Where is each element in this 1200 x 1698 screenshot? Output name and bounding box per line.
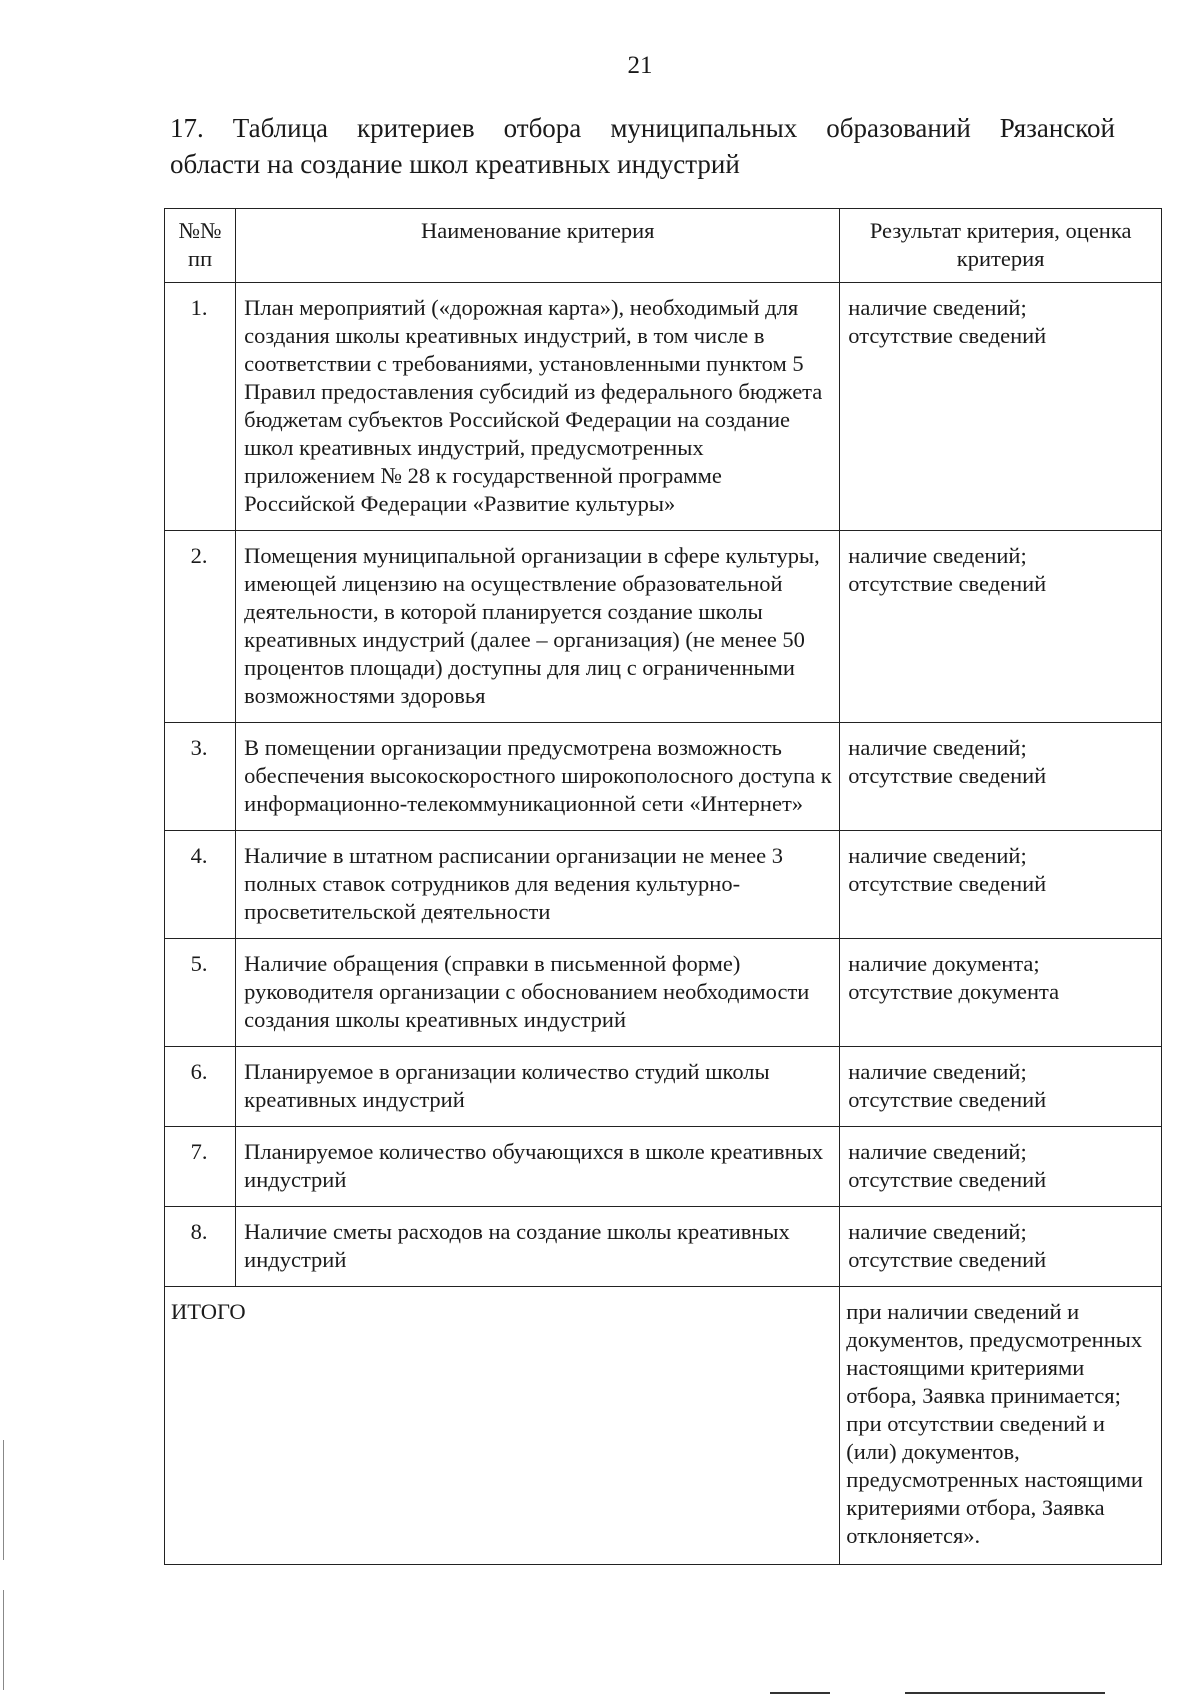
- scan-edge-mark: [3, 1590, 4, 1690]
- table-row: [165, 1207, 1162, 1287]
- result-positive: наличие сведений;: [848, 295, 1027, 320]
- table-header-row: [165, 209, 1162, 283]
- criterion-name: Наличие обращения (справки в письменной форме) руководителя организации с обоснованием необходимости создания школы креативных индустрий: [236, 939, 840, 1047]
- footer-line: [905, 1692, 1105, 1694]
- criteria-table: [164, 208, 1162, 1565]
- result-negative: отсутствие сведений: [848, 323, 1047, 348]
- section-heading-line-1: 17. Таблица критериев отбора муниципальных образований Рязанской: [170, 113, 1115, 143]
- result-positive: наличие документа;: [848, 951, 1040, 976]
- result-positive: наличие сведений;: [848, 1139, 1027, 1164]
- row-number: 2.: [165, 531, 236, 723]
- row-number: 3.: [165, 723, 236, 831]
- criterion-result: [840, 1127, 1162, 1207]
- criterion-name: Наличие в штатном расписании организации не менее 3 полных ставок сотрудников для ведения культурно-просветительской деятельности: [236, 831, 840, 939]
- row-number: 4.: [165, 831, 236, 939]
- total-row: [165, 1287, 1162, 1565]
- criterion-name: В помещении организации предусмотрена возможность обеспечения высокоскоростного широкополосного доступа к информационно-телекоммуникационной сети «Интернет»: [236, 723, 840, 831]
- criterion-result: [840, 283, 1162, 531]
- header-criterion-name: Наименование критерия: [236, 209, 840, 283]
- result-negative: отсутствие сведений: [848, 1087, 1047, 1112]
- table-row: [165, 1127, 1162, 1207]
- result-negative: отсутствие сведений: [848, 1167, 1047, 1192]
- criterion-result: [840, 1047, 1162, 1127]
- criterion-name: Планируемое в организации количество студий школы креативных индустрий: [236, 1047, 840, 1127]
- result-positive: наличие сведений;: [848, 843, 1027, 868]
- footer-line: [770, 1692, 830, 1694]
- criterion-result: [840, 939, 1162, 1047]
- criterion-name: Наличие сметы расходов на создание школы креативных индустрий: [236, 1207, 840, 1287]
- header-number: №№ пп: [165, 209, 236, 283]
- result-negative: отсутствие документа: [848, 979, 1060, 1004]
- result-negative: отсутствие сведений: [848, 763, 1047, 788]
- result-positive: наличие сведений;: [848, 543, 1027, 568]
- criterion-result: [840, 831, 1162, 939]
- page-number: 21: [627, 52, 653, 79]
- result-positive: наличие сведений;: [848, 735, 1027, 760]
- row-number: 5.: [165, 939, 236, 1047]
- result-negative: отсутствие сведений: [848, 571, 1047, 596]
- row-number: 6.: [165, 1047, 236, 1127]
- scan-edge-mark: [3, 1440, 4, 1560]
- result-negative: отсутствие сведений: [848, 871, 1047, 896]
- total-result: при наличии сведений и документов, предусмотренных настоящими критериями отбора, Заявка принимается; при отсутствии сведений и (или) документов, предусмотренных настоящими критериями отбора, Заявка отклоняется».: [840, 1287, 1162, 1565]
- criterion-name: Планируемое количество обучающихся в школе креативных индустрий: [236, 1127, 840, 1207]
- table-row: [165, 283, 1162, 531]
- table-row: [165, 939, 1162, 1047]
- criterion-result: [840, 531, 1162, 723]
- row-number: 7.: [165, 1127, 236, 1207]
- header-criterion-result: Результат критерия, оценка критерия: [840, 209, 1162, 283]
- table-row: [165, 531, 1162, 723]
- row-number: 1.: [165, 283, 236, 531]
- section-heading-line-2: области на создание школ креативных индустрий: [170, 149, 740, 179]
- total-label: ИТОГО: [165, 1287, 840, 1565]
- table-row: [165, 723, 1162, 831]
- table-row: [165, 1047, 1162, 1127]
- criterion-name: Помещения муниципальной организации в сфере культуры, имеющей лицензию на осуществление образовательной деятельности, в которой планируется создание школы креативных индустрий (далее – организация) (не менее 50 процентов площади) доступны для лиц с ограниченными возможностями здоровья: [236, 531, 840, 723]
- table-row: [165, 831, 1162, 939]
- result-positive: наличие сведений;: [848, 1059, 1027, 1084]
- row-number: 8.: [165, 1207, 236, 1287]
- result-negative: отсутствие сведений: [848, 1247, 1047, 1272]
- result-positive: наличие сведений;: [848, 1219, 1027, 1244]
- section-heading: [170, 110, 1115, 182]
- criterion-result: [840, 1207, 1162, 1287]
- criterion-name: План мероприятий («дорожная карта»), необходимый для создания школы креативных индустрий, в том числе в соответствии с требованиями, установленными пунктом 5 Правил предоставления субсидий из федерального бюджета бюджетам субъектов Российской Федерации на создание школ креативных индустрий, предусмотренных приложением № 28 к государственной программе Российской Федерации «Развитие культуры»: [236, 283, 840, 531]
- criterion-result: [840, 723, 1162, 831]
